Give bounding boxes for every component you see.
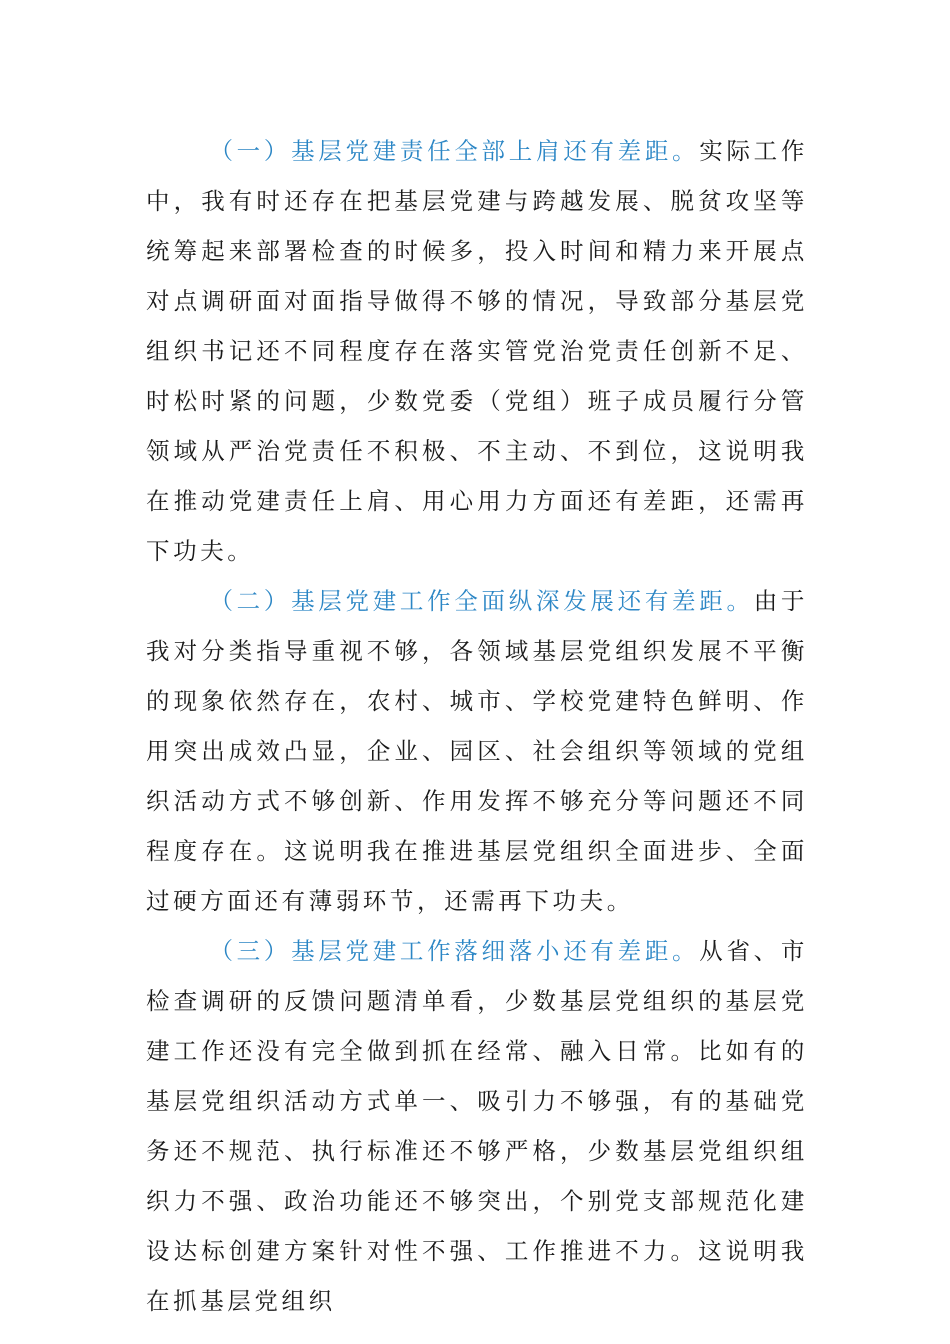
- paragraph-3-body: 从省、市检查调研的反馈问题清单看，少数基层党组织的基层党建工作还没有完全做到抓在经常、融入日常。比如有的基层党组织活动方式单一、吸引力不够强，有的基础党务还不规范、执行标准还不够严格，少数基层党组织组织力不强、政治功能还不够突出，个别党支部规范化建设达标创建方案针对性不强、工作推进不力。这说明我在抓基层党组织: [146, 937, 808, 1315]
- document-page: [146, 126, 808, 1326]
- paragraph-3-heading: （三）基层党建工作落细落小还有差距。: [209, 937, 700, 965]
- paragraph-2-heading: （二）基层党建工作全面纵深发展还有差距。: [209, 587, 754, 615]
- paragraph-2-body: 由于我对分类指导重视不够，各领域基层党组织发展不平衡的现象依然存在，农村、城市、学校党建特色鲜明、作用突出成效凸显，企业、园区、社会组织等领域的党组织活动方式不够创新、作用发挥不够充分等问题还不同程度存在。这说明我在推进基层党组织全面进步、全面过硬方面还有薄弱环节，还需再下功夫。: [146, 587, 808, 915]
- paragraph-1-heading: （一）基层党建责任全部上肩还有差距。: [209, 137, 700, 165]
- paragraph-1: [146, 126, 808, 576]
- paragraph-1-body: 实际工作中，我有时还存在把基层党建与跨越发展、脱贫攻坚等统筹起来部署检查的时候多，投入时间和精力来开展点对点调研面对面指导做得不够的情况，导致部分基层党组织书记还不同程度存在落实管党治党责任创新不足、时松时紧的问题，少数党委（党组）班子成员履行分管领域从严治党责任不积极、不主动、不到位，这说明我在推动党建责任上肩、用心用力方面还有差距，还需再下功夫。: [146, 137, 808, 565]
- paragraph-2: [146, 576, 808, 926]
- paragraph-3: [146, 926, 808, 1326]
